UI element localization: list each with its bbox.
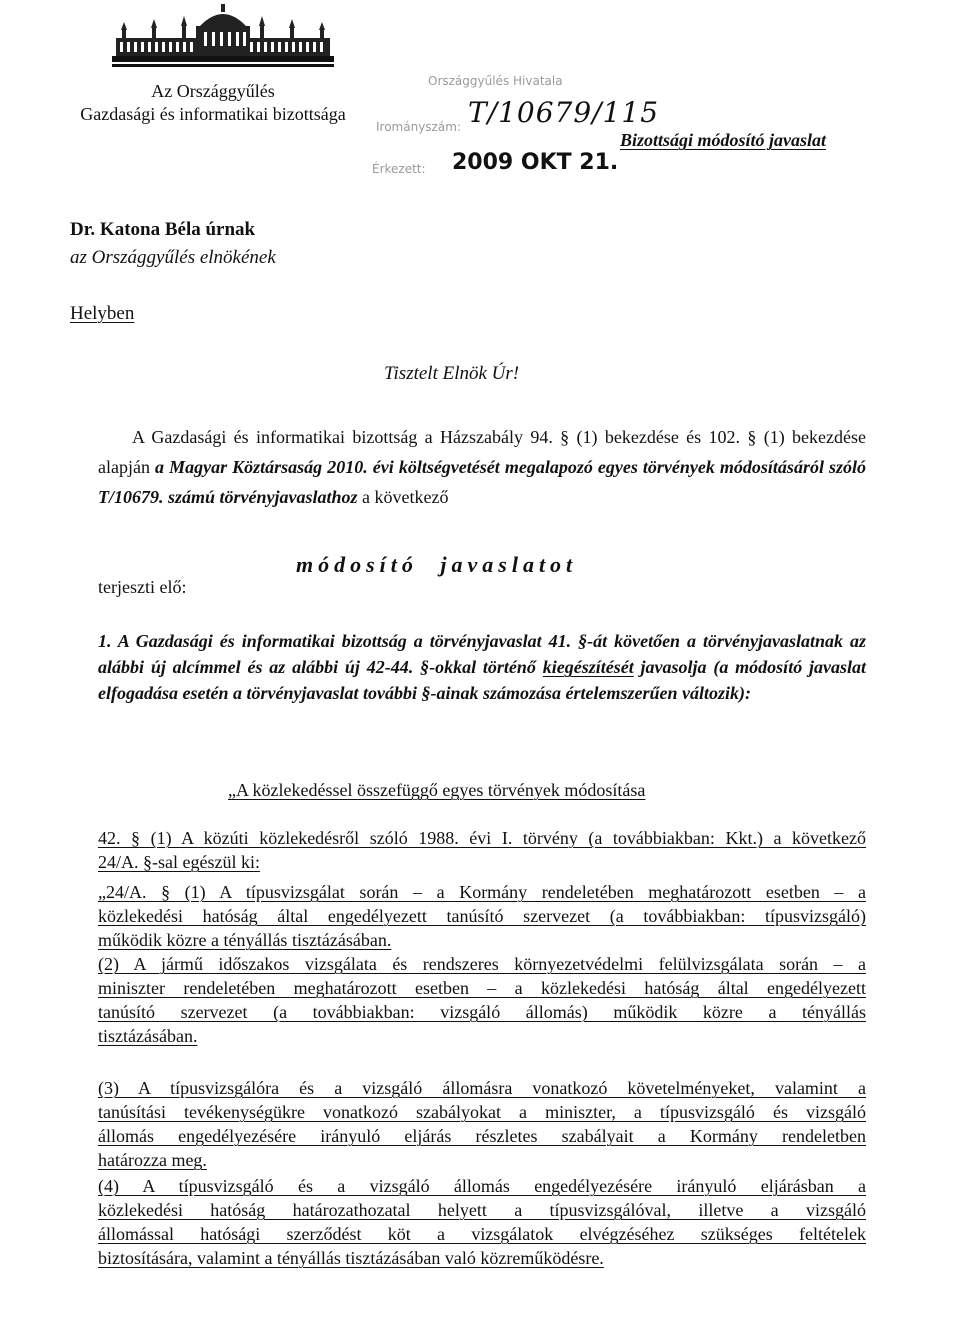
committee-header — [70, 80, 356, 126]
para-4-line-3: állomással hatósági szerződést köt a vizsgálatok elvégzéséhez szükséges feltételek — [98, 1224, 866, 1244]
para-1-line-2: közlekedési hatóság által engedélyezett tanúsító szervezet (a továbbiakban: típusvizsgáló) — [98, 906, 866, 926]
para-2-line-2: miniszter rendeletében meghatározott esetben – a közlekedési hatóság által engedélyezett — [98, 978, 866, 998]
para-4-line-4: biztosítására, valamint a tényállás tisztázásában való közreműködésre. — [98, 1248, 604, 1268]
stamp-date-label: Érkezett: — [372, 162, 426, 176]
para-3-line-3: állomás engedélyezésére irányuló eljárás részletes szabályait a Kormány rendeletben — [98, 1126, 866, 1146]
para-1-line-3: működik közre a tényállás tisztázásában. — [98, 930, 392, 950]
addressee-name: Dr. Katona Béla úrnak — [70, 219, 256, 240]
stamp-date: 2009 OKT 21. — [452, 150, 619, 175]
para-2-line-3: tanúsító szervezet (a továbbiakban: vizsgáló állomás) működik közre a tényállás — [98, 1002, 866, 1022]
section-42-line-2: 24/A. §-sal egészül ki: — [98, 852, 260, 872]
document-type: Bizottsági módosító javaslat — [620, 130, 827, 150]
para-4-line-2: közlekedési hatóság határozathozatal helyett a típusvizsgálóval, illetve a vizsgáló — [98, 1200, 866, 1220]
terjeszti-text: terjeszti elő: — [98, 577, 187, 597]
intro-paragraph — [98, 422, 866, 512]
intro-text-2: a következő — [362, 487, 449, 507]
salutation: Tisztelt Elnök Úr! — [384, 363, 520, 384]
para-2-line-1: (2) A jármű időszakos vizsgálata és rendszeres környezetvédelmi felülvizsgálata során – a — [98, 954, 866, 974]
org-line-1: Az Országgyűlés — [151, 81, 275, 101]
bill-title: a Magyar Köztársaság 2010. évi költségvetését megalapozó egyes törvények módosításáról szóló T/10679. számú törvényjavaslathoz — [98, 457, 867, 507]
para-3-line-1: (3) A típusvizsgálóra és a vizsgáló állomásra vonatkozó követelményeket, valamint a — [98, 1078, 866, 1098]
stamp-reg-label: Irományszám: — [376, 120, 461, 134]
item-1-text-2: javasolja (a módosító javaslat elfogadása esetén a törvényjavaslat további §-ainak számozása értelemszerűen változik): — [98, 657, 867, 703]
para-3-line-2: tanúsítási tevékenységükre vonatkozó szabályokat a miniszter, a típusvizsgáló és vizsgáló — [98, 1102, 866, 1122]
parliament-logo — [112, 4, 334, 70]
para-4-line-1: (4) A típusvizsgáló és a vizsgáló állomás engedélyezésére irányuló eljárásban a — [98, 1176, 866, 1196]
section-42-line-1: 42. § (1) A közúti közlekedésről szóló 1988. évi I. törvény (a továbbiakban: Kkt.) a következő — [98, 828, 866, 848]
stamp-office: Országgyűlés Hivatala — [428, 74, 563, 88]
org-line-2: Gazdasági és informatikai bizottsága — [80, 104, 346, 124]
para-2-line-4: tisztázásában. — [98, 1026, 198, 1046]
handwritten-number: T/10679/115 — [468, 96, 660, 129]
modosito-heading: módosító javaslatot — [296, 552, 578, 577]
addressee-place: Helyben — [70, 303, 135, 324]
para-3-line-4: határozza meg. — [98, 1150, 207, 1170]
intro-text-1: A Gazdasági és informatikai bizottság a Házszabály 94. § (1) bekezdése és 102. § (1) bekezdése alapján — [98, 427, 866, 477]
addressee-title: az Országgyűlés elnökének — [70, 247, 276, 268]
item-1-paragraph — [98, 628, 866, 706]
item-1-text: 1. A Gazdasági és informatikai bizottság a törvényjavaslat 41. §-át követően a törvényjavaslatnak az alábbi új alcímmel és az alábbi új 42-44. §-okkal történő — [98, 631, 866, 677]
para-1-line-1: „24/A. § (1) A típusvizsgálat során – a Kormány rendeletében meghatározott esetben – a — [98, 882, 866, 902]
item-1-underlined: kiegészítését — [542, 657, 634, 677]
new-subtitle: „A közlekedéssel összefüggő egyes törvények módosítása — [228, 780, 646, 800]
